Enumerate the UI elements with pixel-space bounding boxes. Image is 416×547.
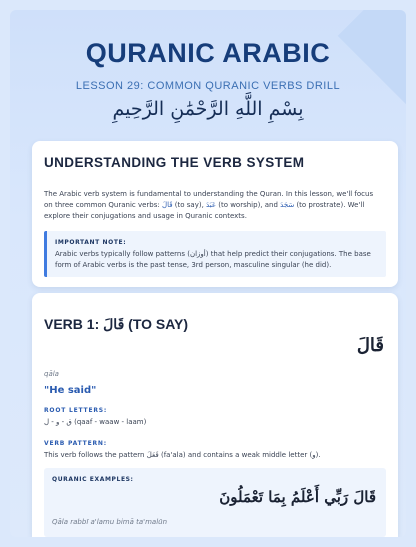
important-note xyxy=(44,231,386,277)
example-transliteration: Qāla rabbī a'lamu bimā ta'malūn xyxy=(52,518,168,526)
examples-label: QURANIC EXAMPLES: xyxy=(52,476,134,483)
verb-qala-gloss: (to say), xyxy=(172,201,207,209)
intro-paragraph xyxy=(44,189,384,222)
verb-abada: عَبَدَ xyxy=(206,201,216,209)
verb-pattern-value: This verb follows the pattern فَعَلَ (fa'ala) and contains a weak middle letter (و). xyxy=(44,451,321,459)
intro-text: The Arabic verb system is fundamental to understanding the Quran. In this lesson, we'll focus on three common Quranic verbs: xyxy=(44,190,374,209)
root-letters-label: ROOT LETTERS: xyxy=(44,407,108,414)
verb-sajada: سَجَدَ xyxy=(280,201,295,209)
verb1-card xyxy=(32,293,398,537)
verb-pattern-label: VERB PATTERN: xyxy=(44,440,107,447)
verb-sajada-gloss: (to prostrate). We'll explore their conjugations and usage in Quranic contexts. xyxy=(44,201,365,220)
note-text: Arabic verbs typically follow patterns (أوزان) that help predict their conjugations. The base form of Arabic verbs is the past tense, 3rd person, masculine singular (he did). xyxy=(55,250,371,269)
bismillah-calligraphy: بِسْمِ اللَّهِ الرَّحْمَٰنِ الرَّحِيمِ xyxy=(112,98,304,120)
lesson-subtitle: LESSON 29: COMMON QURANIC VERBS DRILL xyxy=(75,80,341,92)
verb-qala: قَالَ xyxy=(161,201,173,209)
verb-abada-gloss: (to worship), and xyxy=(216,201,281,209)
section-title: UNDERSTANDING THE VERB SYSTEM xyxy=(44,155,305,170)
page-title: QURANIC ARABIC xyxy=(85,38,331,68)
example-arabic: قَالَ رَبِّي أَعْلَمُ بِمَا تَعْمَلُونَ xyxy=(219,488,376,506)
verb1-heading: VERB 1: قَالَ (TO SAY) xyxy=(44,316,189,332)
verb1-arabic: قَالَ xyxy=(356,335,384,356)
note-label: IMPORTANT NOTE: xyxy=(55,239,127,246)
verb-system-card xyxy=(32,141,398,287)
verb1-transliteration: qāla xyxy=(44,370,59,378)
lesson-page xyxy=(10,10,406,537)
root-letters-value: ق - و - ل (qaaf - waaw - laam) xyxy=(44,418,147,426)
verb1-meaning: "He said" xyxy=(44,385,97,396)
quranic-examples-box xyxy=(44,468,386,537)
